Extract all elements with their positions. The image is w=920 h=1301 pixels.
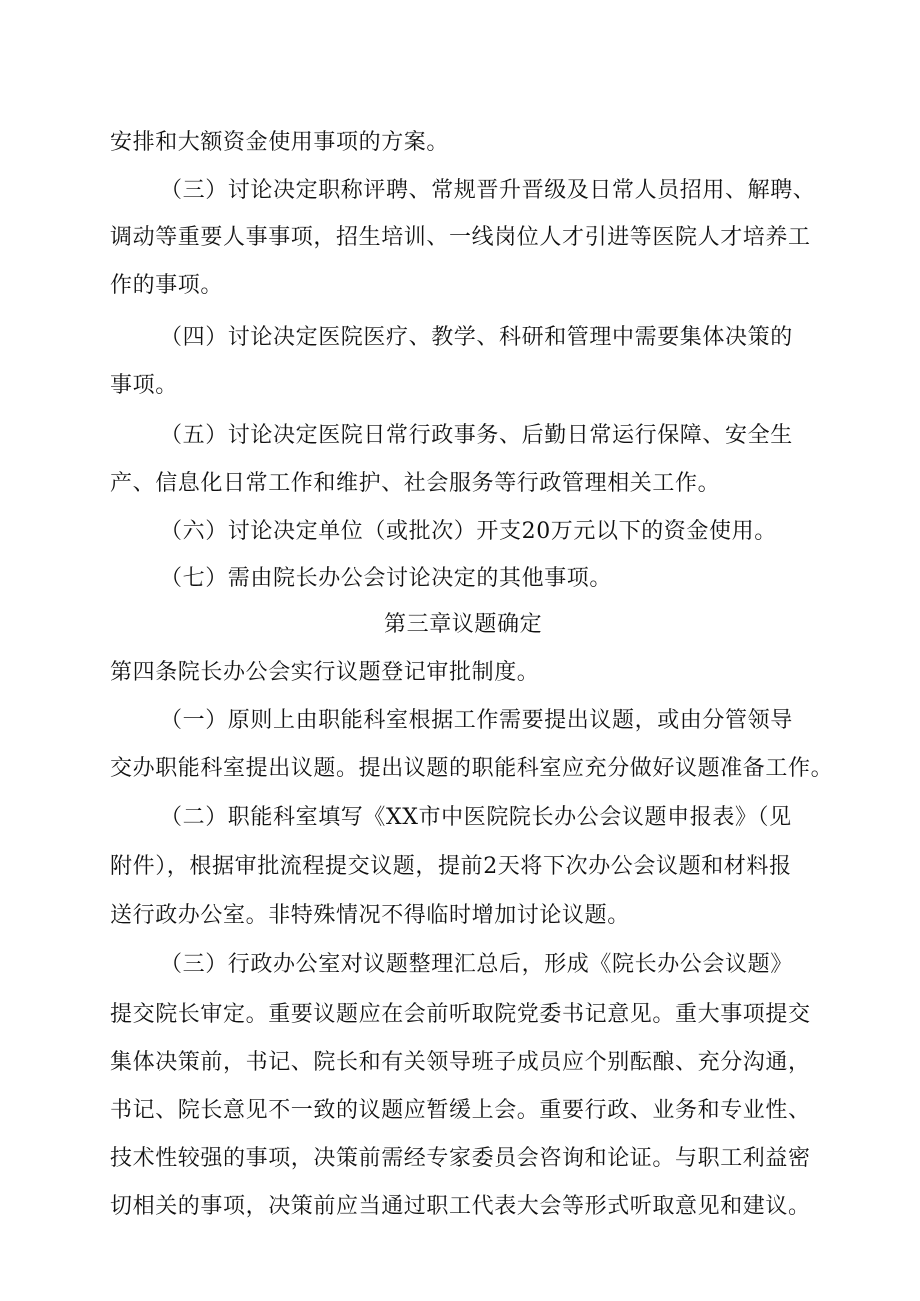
text-line: （一）原则上由职能科室根据工作需要提出议题，或由分管领导 bbox=[160, 708, 793, 733]
text-line: （二）职能科室填写《XX市中医院院长办公会议题申报表》（见 bbox=[160, 805, 792, 830]
section-heading: 第三章议题确定 bbox=[384, 612, 543, 637]
text-line: 集体决策前，书记、院长和有关领导班子成员应个别酝酿、充分沟通， bbox=[110, 1050, 811, 1075]
text-line: 交办职能科室提出议题。提出议题的职能科室应充分做好议题准备工作。 bbox=[110, 756, 834, 781]
text-line: 送行政办公室。非特殊情况不得临时增加讨论议题。 bbox=[110, 903, 630, 928]
text-line: （六）讨论决定单位（或批次）开支20万元以下的资金使用。 bbox=[160, 519, 777, 544]
text-line: 事项。 bbox=[110, 373, 178, 398]
text-line: 切相关的事项，决策前应当通过职工代表大会等形式听取意见和建议。 bbox=[110, 1194, 811, 1219]
text-line: 书记、院长意见不一致的议题应暂缓上会。重要行政、业务和专业性、 bbox=[110, 1098, 811, 1123]
text-line: （三）行政办公室对议题整理汇总后，形成《院长办公会议题》 bbox=[160, 952, 793, 977]
text-line: 产、信息化日常工作和维护、社会服务等行政管理相关工作。 bbox=[110, 471, 721, 496]
text-line: （七）需由院长办公会讨论决定的其他事项。 bbox=[160, 566, 613, 591]
text-line: （五）讨论决定医院日常行政事务、后勤日常运行保障、安全生 bbox=[160, 423, 793, 448]
text-line: 作的事项。 bbox=[110, 273, 224, 298]
text-line: 调动等重要人事事项，招生培训、一线岗位人才引进等医院人才培养工 bbox=[110, 225, 811, 250]
text-line: （三）讨论决定职称评聘、常规晋升晋级及日常人员招用、解聘、 bbox=[160, 178, 816, 203]
text-line: 附件），根据审批流程提交议题，提前2天将下次办公会议题和材料报 bbox=[110, 854, 792, 879]
text-line: 提交院长审定。重要议题应在会前听取院党委书记意见。重大事项提交 bbox=[110, 1002, 811, 1027]
text-line: 第四条院长办公会实行议题登记审批制度。 bbox=[110, 660, 540, 685]
text-line: 安排和大额资金使用事项的方案。 bbox=[110, 130, 450, 155]
text-line: 技术性较强的事项，决策前需经专家委员会咨询和论证。与职工利益密 bbox=[110, 1146, 811, 1171]
text-line: （四）讨论决定医院医疗、教学、科研和管理中需要集体决策的 bbox=[160, 325, 793, 350]
